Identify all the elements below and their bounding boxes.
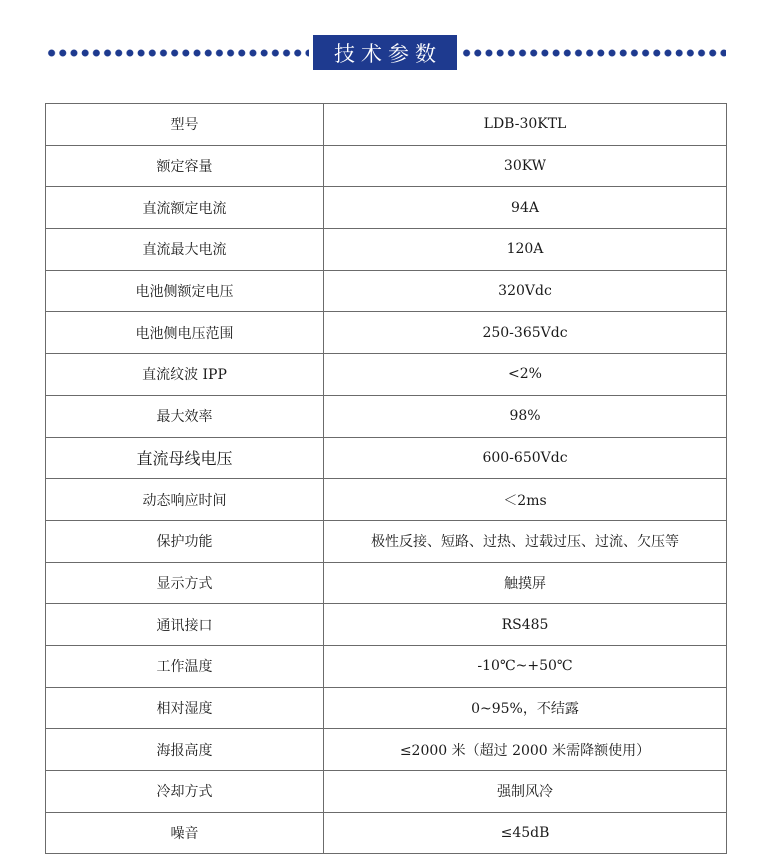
table-row bbox=[46, 771, 727, 813]
spec-value: 120A bbox=[324, 229, 727, 271]
dotted-divider-left bbox=[46, 49, 309, 57]
table-row bbox=[46, 729, 727, 771]
spec-value: -10℃~+50℃ bbox=[324, 645, 727, 687]
spec-label: 海报高度 bbox=[46, 729, 324, 771]
spec-label: 最大效率 bbox=[46, 395, 324, 437]
table-row bbox=[46, 604, 727, 646]
spec-label: 冷却方式 bbox=[46, 771, 324, 813]
spec-value: LDB-30KTL bbox=[324, 104, 727, 146]
spec-label: 型号 bbox=[46, 104, 324, 146]
spec-label: 工作温度 bbox=[46, 645, 324, 687]
spec-value: 94A bbox=[324, 187, 727, 229]
spec-value: <2% bbox=[324, 354, 727, 396]
spec-value: ≤45dB bbox=[324, 812, 727, 854]
spec-value: 0~95%，不结露 bbox=[324, 687, 727, 729]
spec-label: 相对湿度 bbox=[46, 687, 324, 729]
section-title: 技术参数 bbox=[313, 35, 457, 70]
table-row bbox=[46, 270, 727, 312]
table-row bbox=[46, 229, 727, 271]
spec-value: 98% bbox=[324, 395, 727, 437]
table-row bbox=[46, 645, 727, 687]
spec-label: 通讯接口 bbox=[46, 604, 324, 646]
spec-label: 直流纹波 IPP bbox=[46, 354, 324, 396]
table-row bbox=[46, 395, 727, 437]
spec-label: 直流额定电流 bbox=[46, 187, 324, 229]
spec-value: 250-365Vdc bbox=[324, 312, 727, 354]
spec-value: 触摸屏 bbox=[324, 562, 727, 604]
spec-value: 极性反接、短路、过热、过载过压、过流、欠压等 bbox=[324, 520, 727, 562]
table-row bbox=[46, 562, 727, 604]
spec-label: 显示方式 bbox=[46, 562, 324, 604]
table-row bbox=[46, 145, 727, 187]
spec-value: ≤2000 米（超过 2000 米需降额使用） bbox=[324, 729, 727, 771]
table-row bbox=[46, 354, 727, 396]
spec-value: 强制风冷 bbox=[324, 771, 727, 813]
table-row bbox=[46, 437, 727, 479]
table-row bbox=[46, 187, 727, 229]
spec-value: RS485 bbox=[324, 604, 727, 646]
spec-label: 直流母线电压 bbox=[46, 437, 324, 479]
spec-value: 320Vdc bbox=[324, 270, 727, 312]
spec-label: 动态响应时间 bbox=[46, 479, 324, 521]
spec-value: 600-650Vdc bbox=[324, 437, 727, 479]
spec-label: 额定容量 bbox=[46, 145, 324, 187]
section-header bbox=[0, 35, 760, 70]
table-row bbox=[46, 104, 727, 146]
table-row bbox=[46, 520, 727, 562]
spec-value: 30KW bbox=[324, 145, 727, 187]
table-row bbox=[46, 312, 727, 354]
dotted-divider-right bbox=[461, 49, 726, 57]
table-row bbox=[46, 812, 727, 854]
spec-label: 噪音 bbox=[46, 812, 324, 854]
spec-label: 电池侧电压范围 bbox=[46, 312, 324, 354]
spec-label: 电池侧额定电压 bbox=[46, 270, 324, 312]
spec-table bbox=[45, 103, 727, 854]
spec-value: ＜2ms bbox=[324, 479, 727, 521]
table-row bbox=[46, 687, 727, 729]
spec-label: 直流最大电流 bbox=[46, 229, 324, 271]
table-row bbox=[46, 479, 727, 521]
spec-label: 保护功能 bbox=[46, 520, 324, 562]
